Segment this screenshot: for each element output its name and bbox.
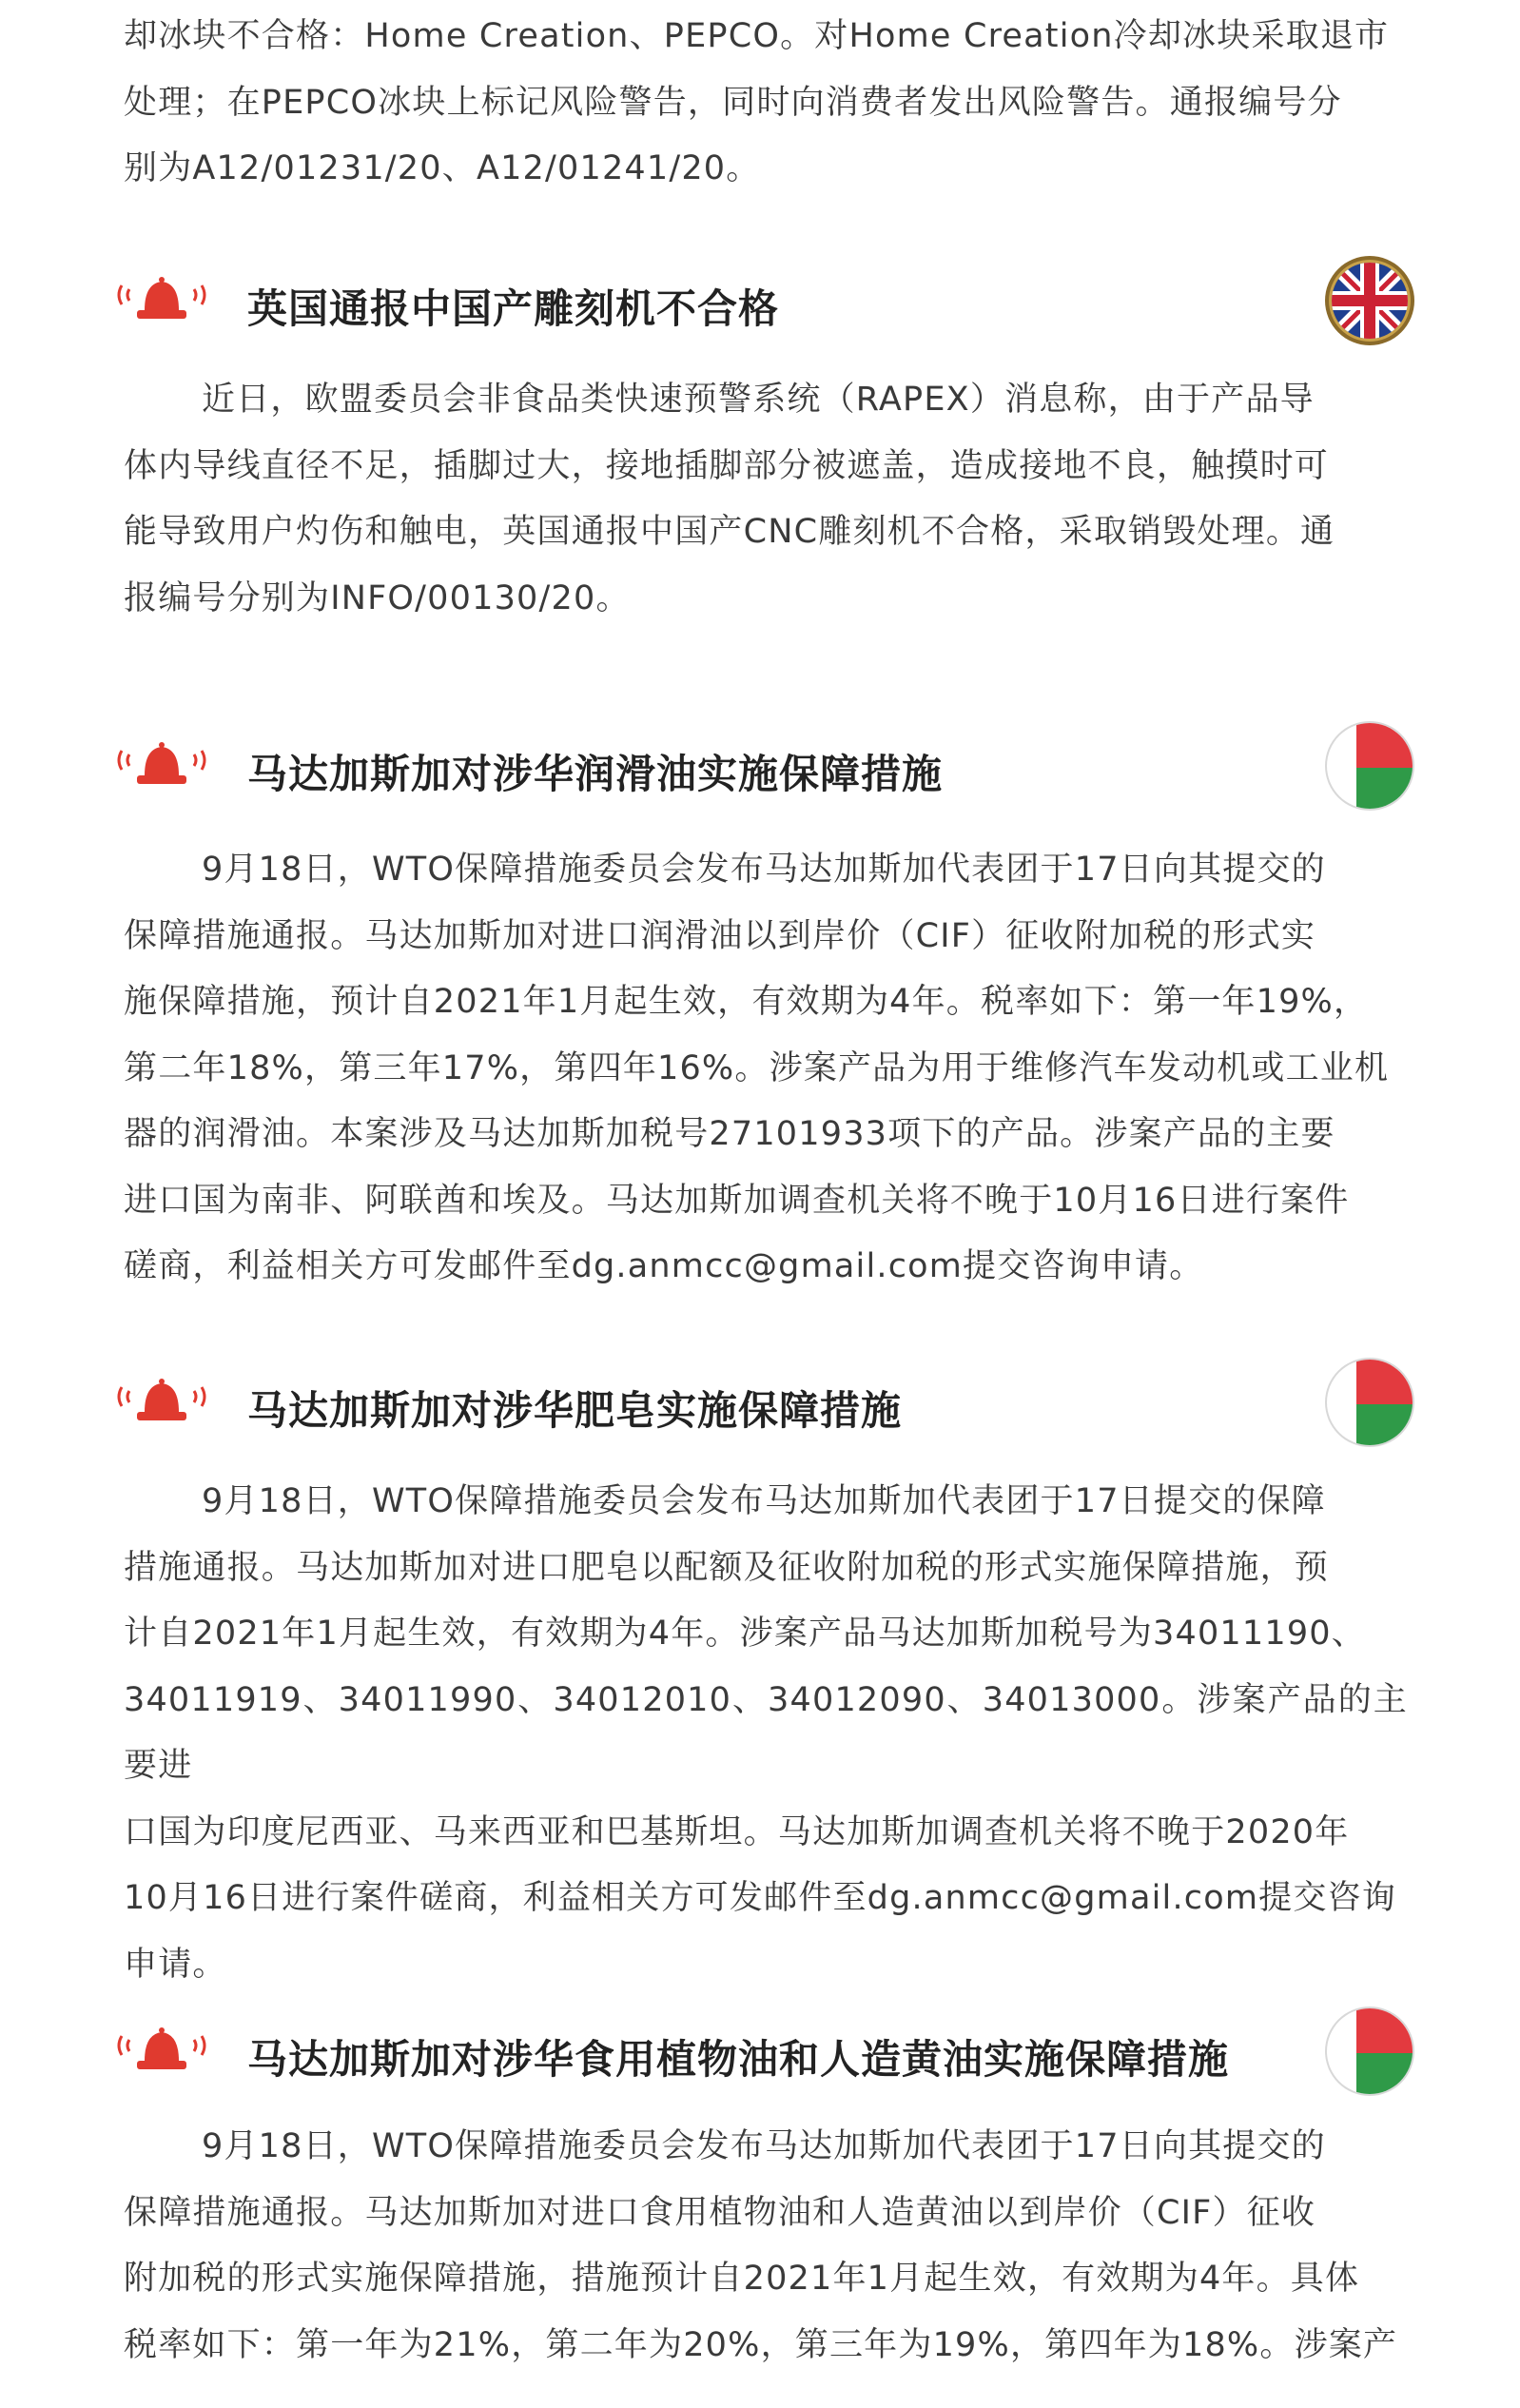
section-title: 马达加斯加对涉华肥皂实施保障措施: [247, 1387, 903, 1434]
text-line: 体内导线直径不足，插脚过大，接地插脚部分被遮盖，造成接地不良，触摸时可: [124, 446, 1330, 485]
text-line: 保障措施通报。马达加斯加对进口食用植物油和人造黄油以到岸价（CIF）征收: [124, 2193, 1316, 2232]
text-line: 9月18日，WTO保障措施委员会发布马达加斯加代表团于17日向其提交的: [202, 851, 1326, 889]
section-body-uk-engraver: [124, 367, 1408, 632]
text-line: 计自2021年1月起生效，有效期为4年。涉案产品马达加斯加税号为34011190、: [124, 1615, 1366, 1653]
section-heading-mg-edible-oil: [114, 2023, 1417, 2127]
madagascar-flag-icon: [1322, 2004, 1417, 2099]
text-line: 能导致用户灼伤和触电，英国通报中国产CNC雕刻机不合格，采取销毁处理。通: [124, 513, 1335, 551]
madagascar-flag-icon: [1322, 1355, 1417, 1450]
text-line: 报编号分别为INFO/00130/20。: [124, 578, 631, 617]
text-line: 口国为印度尼西亚、马来西亚和巴基斯坦。马达加斯加调查机关将不晚于2020年: [124, 1812, 1350, 1851]
text-line: 别为A12/01231/20、A12/01241/20。: [124, 149, 761, 187]
text-line: 近日，欧盟委员会非食品类快速预警系统（RAPEX）消息称，由于产品导: [202, 381, 1315, 419]
text-line: 34011919、34011990、34012010、34012090、34013000。涉案产品的主要进: [124, 1680, 1408, 1785]
text-line: 施保障措施，预计自2021年1月起生效，有效期为4年。税率如下：第一年19%，: [124, 983, 1369, 1021]
text-line: 却冰块不合格：Home Creation、PEPCO。对Home Creation冷却冰块采取退市: [124, 17, 1390, 55]
text-line: 处理；在PEPCO冰块上标记风险警告，同时向消费者发出风险警告。通报编号分: [124, 83, 1342, 122]
text-line: 磋商，利益相关方可发邮件至dg.anmcc@gmail.com提交咨询申请。: [124, 1247, 1204, 1285]
alarm-bell-icon: [114, 1374, 209, 1437]
section-heading-uk-engraver: [114, 272, 1417, 377]
text-line: 措施通报。马达加斯加对进口肥皂以配额及征收附加税的形式实施保障措施，预: [124, 1548, 1330, 1587]
text-line: 9月18日，WTO保障措施委员会发布马达加斯加代表团于17日向其提交的: [202, 2127, 1326, 2165]
text-line: 附加税的形式实施保障措施，措施预计自2021年1月起生效，有效期为4年。具体: [124, 2260, 1360, 2298]
intro-paragraph: [124, 4, 1408, 203]
uk-flag-icon: [1322, 253, 1417, 348]
alarm-bell-icon: [114, 272, 209, 335]
section-title: 马达加斯加对涉华润滑油实施保障措施: [247, 751, 944, 797]
text-line: 器的润滑油。本案涉及马达加斯加税号27101933项下的产品。涉案产品的主要: [124, 1115, 1335, 1153]
section-body-mg-soap: [124, 1469, 1408, 1998]
section-title: 马达加斯加对涉华食用植物油和人造黄油实施保障措施: [247, 2036, 1230, 2083]
section-heading-mg-soap: [114, 1374, 1417, 1478]
section-body-mg-edible-oil: [124, 2114, 1408, 2379]
alarm-bell-icon: [114, 2023, 209, 2085]
section-title: 英国通报中国产雕刻机不合格: [247, 285, 780, 332]
text-line: 9月18日，WTO保障措施委员会发布马达加斯加代表团于17日提交的保障: [202, 1482, 1326, 1520]
section-body-mg-lubricants: [124, 837, 1408, 1301]
text-line: 第二年18%，第三年17%，第四年16%。涉案产品为用于维修汽车发动机或工业机: [124, 1048, 1390, 1087]
text-line: 10月16日进行案件磋商，利益相关方可发邮件至dg.anmcc@gmail.com提交咨询: [124, 1879, 1396, 1917]
section-heading-mg-lubricants: [114, 737, 1417, 842]
text-line: 保障措施通报。马达加斯加对进口润滑油以到岸价（CIF）征收附加税的形式实: [124, 916, 1316, 955]
madagascar-flag-icon: [1322, 718, 1417, 813]
text-line: 税率如下：第一年为21%，第二年为20%，第三年为19%，第四年为18%。涉案产: [124, 2325, 1398, 2364]
text-line: 进口国为南非、阿联酋和埃及。马达加斯加调查机关将不晚于10月16日进行案件: [124, 1181, 1350, 1220]
alarm-bell-icon: [114, 737, 209, 800]
text-line: 申请。: [124, 1945, 227, 1984]
